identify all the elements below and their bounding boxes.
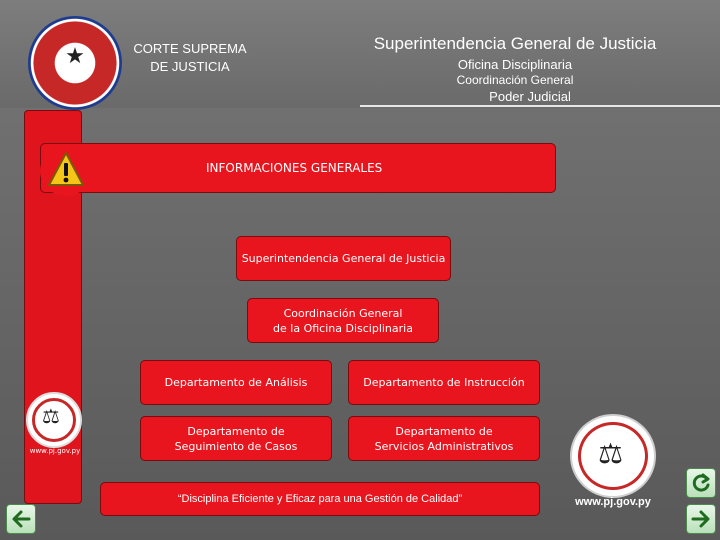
org-dep-analisis[interactable]: Departamento de Análisis — [140, 360, 332, 405]
warning-icon — [46, 150, 86, 190]
court-logo-large — [570, 414, 656, 498]
justice-figure-icon: ⚖ — [42, 404, 60, 428]
return-icon — [689, 471, 713, 495]
justice-figure-icon: ⚖ — [598, 437, 624, 470]
national-seal — [28, 16, 122, 110]
seal-star-icon: ★ — [65, 44, 85, 69]
org-dep-instruccion[interactable]: Departamento de Instrucción — [348, 360, 540, 405]
page-title: Superintendencia General de Justicia — [373, 34, 657, 53]
corte-suprema-label: CORTE SUPREMA DE JUSTICIA — [133, 41, 247, 74]
return-button[interactable] — [686, 468, 716, 498]
website-label-right: www.pj.gov.py — [575, 496, 651, 508]
page-subtitle: Oficina Disciplinaria — [457, 57, 573, 72]
motto-banner — [100, 482, 540, 516]
court-logo-small — [26, 392, 82, 448]
page-subtitle-2: Coordinación General — [456, 73, 574, 87]
org-superintendencia[interactable]: Superintendencia General de Justicia — [236, 236, 451, 281]
motto-text: “Disciplina Eficiente y Eficaz para una Gestión de Calidad” — [177, 493, 463, 505]
header-divider — [360, 105, 720, 107]
arrow-left-icon — [9, 507, 33, 531]
org-dep-servicios[interactable]: Departamento de Servicios Administrativos — [348, 416, 540, 461]
forward-button[interactable] — [686, 504, 716, 534]
back-button[interactable] — [6, 504, 36, 534]
info-banner-text: INFORMACIONES GENERALES — [206, 161, 383, 175]
org-coordinacion[interactable]: Coordinación General de la Oficina Disciplinaria — [247, 298, 439, 343]
org-dep-seguimiento[interactable]: Departamento de Seguimiento de Casos — [140, 416, 332, 461]
poder-judicial-label: Poder Judicial — [489, 89, 571, 104]
arrow-right-icon — [689, 507, 713, 531]
website-label-left: www.pj.gov.py — [29, 447, 81, 455]
